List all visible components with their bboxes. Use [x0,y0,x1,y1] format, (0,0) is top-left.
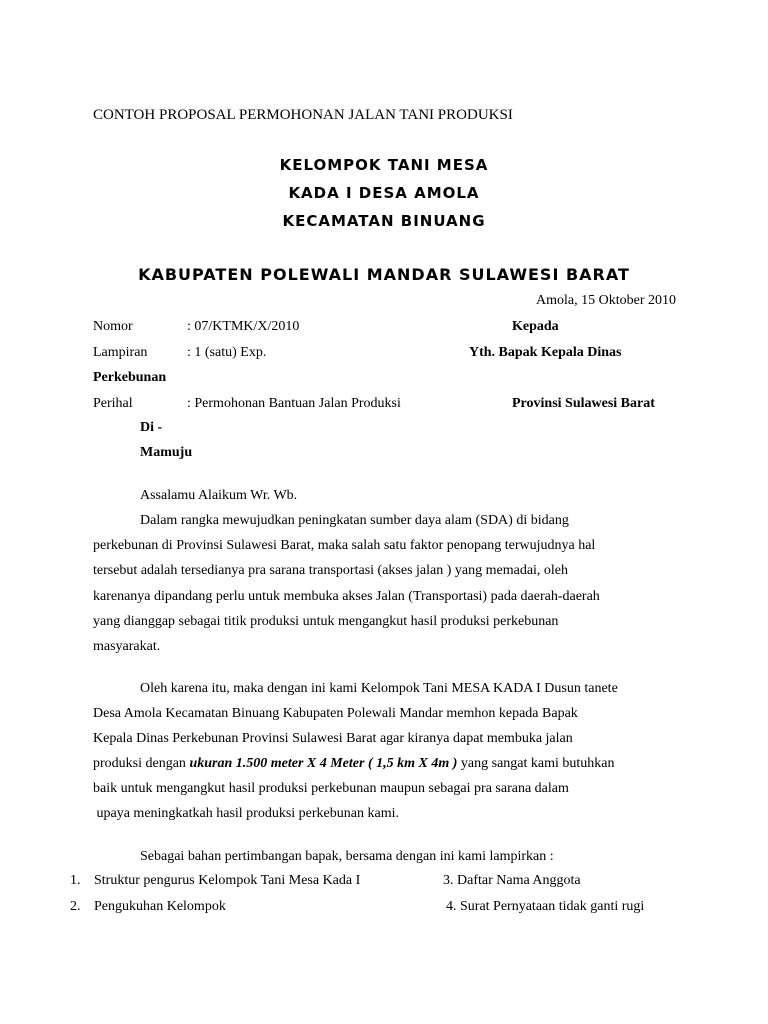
perihal-label: Perihal [93,396,133,411]
greeting: Assalamu Alaikum Wr. Wb. [140,488,298,503]
attachment-number: 1. [70,873,81,888]
paragraph1-line: tersebut adalah tersedianya pra sarana transportasi (akses jalan ) yang memadai, oleh [93,563,569,578]
recipient-perkebunan: Perkebunan [93,370,167,385]
paragraph1-line: perkebunan di Provinsi Sulawesi Barat, maka salah satu faktor penopang terwujudnya hal [93,538,596,553]
paragraph2-text: yang sangat kami butuhkan [457,756,615,771]
recipient-di: Di - [140,420,163,435]
attachment-item: Pengukuhan Kelompok [94,899,226,914]
paragraph1-line: masyarakat. [93,639,161,654]
nomor-value: : 07/KTMK/X/2010 [187,319,300,334]
recipient-kepada: Kepada [512,319,559,334]
header-line-village: KADA I DESA AMOLA [288,184,480,202]
paragraph1-line: karenanya dipandang perlu untuk membuka akses Jalan (Transportasi) pada daerah-daerah [93,589,600,604]
attachment-item: 4. Surat Pernyataan tidak ganti rugi [446,899,645,914]
paragraph2-line [93,756,614,773]
lampiran-value: : 1 (satu) Exp. [187,345,267,360]
attachments-intro: Sebagai bahan pertimbangan bapak, bersama dengan ini kami lampirkan : [140,849,554,864]
paragraph2-line: upaya meningkatkah hasil produksi perkebunan kami. [93,806,399,821]
nomor-label: Nomor [93,319,133,334]
recipient-provinsi: Provinsi Sulawesi Barat [512,396,655,411]
header-line-district: KECAMATAN BINUANG [282,212,486,230]
header-line-regency: KABUPATEN POLEWALI MANDAR SULAWESI BARAT [138,265,630,284]
paragraph1-line: Dalam rangka mewujudkan peningkatan sumber daya alam (SDA) di bidang [140,513,569,528]
paragraph2-line: baik untuk mengangkut hasil produksi perkebunan maupun sebagai pra sarana dalam [93,781,569,796]
attachment-number: 2. [70,899,81,914]
paragraph2-line: Oleh karena itu, maka dengan ini kami Kelompok Tani MESA KADA I Dusun tanete [140,681,618,696]
paragraph2-text: produksi dengan [93,756,190,771]
attachment-item: 3. Daftar Nama Anggota [443,873,581,888]
place-date: Amola, 15 Oktober 2010 [536,293,676,308]
recipient-city: Mamuju [140,445,193,460]
recipient-yth: Yth. Bapak Kepala Dinas [469,345,622,360]
paragraph1-line: yang dianggap sebagai titik produksi untuk mengangkut hasil produksi perkebunan [93,614,559,629]
road-size-emphasis: ukuran 1.500 meter X 4 Meter ( 1,5 km X 4m ) [189,756,458,771]
perihal-value: : Permohonan Bantuan Jalan Produksi [187,396,401,411]
lampiran-label: Lampiran [93,345,148,360]
paragraph2-line: Desa Amola Kecamatan Binuang Kabupaten Polewali Mandar memhon kepada Bapak [93,706,578,721]
header-line-group: KELOMPOK TANI MESA [279,156,489,174]
paragraph2-line: Kepala Dinas Perkebunan Provinsi Sulawesi Barat agar kiranya dapat membuka jalan [93,731,573,746]
attachment-item: Struktur pengurus Kelompok Tani Mesa Kada I [94,873,361,888]
document-title: CONTOH PROPOSAL PERMOHONAN JALAN TANI PRODUKSI [93,107,513,123]
